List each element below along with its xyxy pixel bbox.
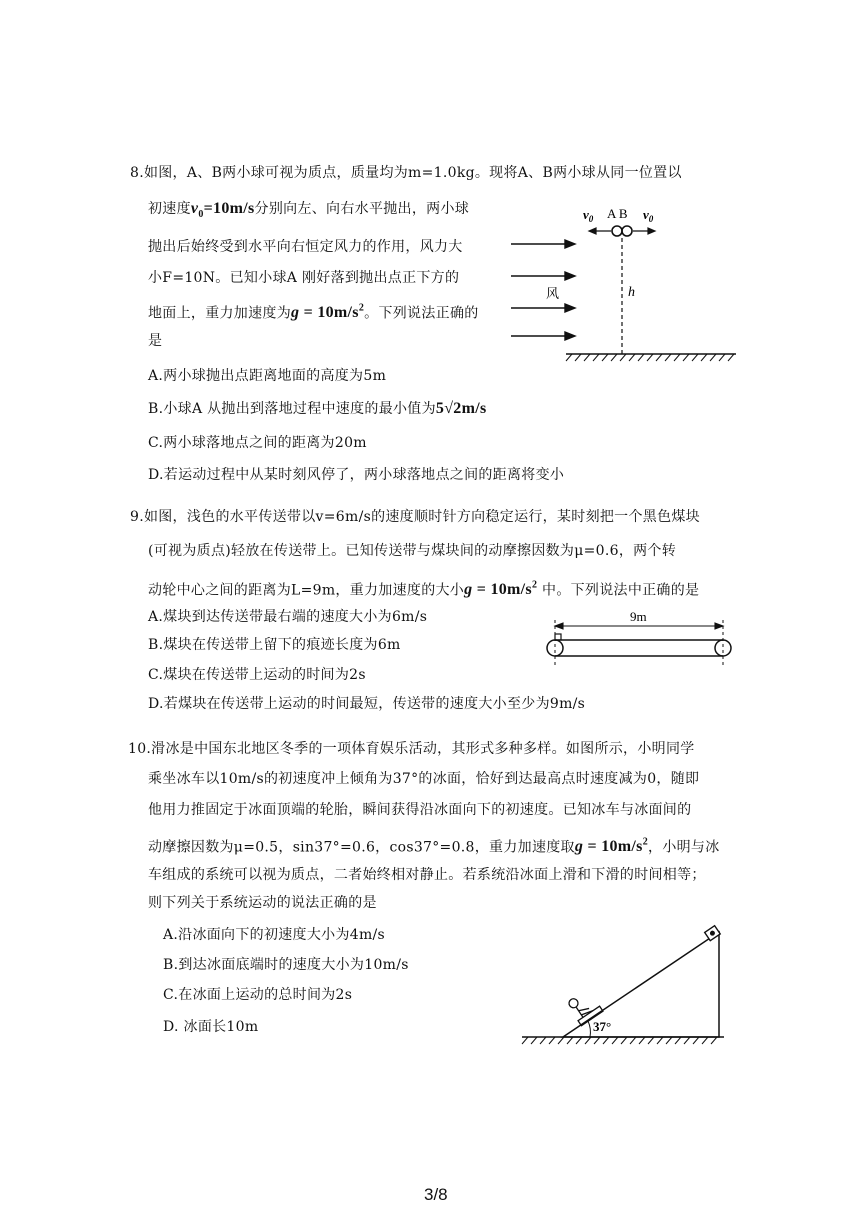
hatch-mark [585,1037,591,1044]
q10-angle-label: 37° [593,1019,612,1034]
q8-stem: 8.如图，A、B两小球可视为质点，质量均为m=1.0kg。现将A、B两小球从同一位置以 [130,165,682,181]
q8-line-6: 是 [148,333,163,349]
hatch-mark [558,1037,564,1044]
hatch-mark [648,1037,654,1044]
q8-line-4: 小F=10N。已知小球A 刚好落到抛出点正下方的 [148,270,460,286]
q8-l5a: 地面上，重力加速度为 [148,305,291,322]
q10-gravity-expr: $g = 10m/s^2$ [574,837,649,856]
q8-option-a: A.两小球抛出点距离地面的高度为5m [148,368,387,384]
q8-wind-label: 风 [546,286,560,301]
q8-option-b-value: 5√2m/s [435,400,487,417]
q10-ground-hatch [522,1037,717,1044]
q8-l2c: 分别向左、向右水平抛出，两小球 [254,201,470,217]
q10-angle-arc [588,1021,590,1037]
hatch-mark [630,1037,636,1044]
q9-option-b: B.煤块在传送带上留下的痕迹长度为6m [148,637,401,653]
q8-option-b-text: B.小球A 从抛出到落地过程中速度的最小值为 [148,401,436,417]
q9-l3c: 中。下列说法中正确的是 [537,582,700,599]
q8-fig-v0-left: $v_0$ [583,207,594,224]
q8-l5c: 。下列说法正确的 [364,305,479,322]
q9-length-label: 9m [630,609,647,624]
hatch-mark [639,1037,645,1044]
hatch-mark [702,1037,708,1044]
hatch-mark [540,1037,546,1044]
q8-height-label: h [628,285,635,300]
q8-v0-symbol: $v_0=10m/s$ [190,200,255,221]
q10-option-a: A.沿冰面向下的初速度大小为4m/s [163,927,386,943]
q10-tire-icon [705,926,721,941]
q10-line-3: 他用力推固定于冰面顶端的轮胎，瞬间获得沿冰面向下的初速度。已知冰车与冰面间的 [148,802,692,818]
hatch-mark [594,1037,600,1044]
q8-option-c: C.两小球落地点之间的距离为20m [148,435,367,451]
q10-l4a: 动摩擦因数为μ=0.5，sin37°=0.6，cos37°=0.8，重力加速度取 [148,839,575,856]
hatch-mark [612,1037,618,1044]
hatch-mark [711,1037,717,1044]
hatch-mark [666,1037,672,1044]
hatch-mark [549,1037,555,1044]
q8-l2a: 初速度 [148,201,191,217]
hatch-mark [522,1037,528,1044]
hatch-mark [693,1037,699,1044]
q10-stem: 10.滑冰是中国东北地区冬季的一项体育娱乐活动，其形式多种多样。如图所示，小明同学 [128,741,695,757]
q10-incline [563,932,719,1037]
hatch-mark [531,1037,537,1044]
q9-gravity-expr: $g = 10m/s^2$ [464,580,538,599]
q8-option-d: D.若运动过程中从某时刻风停了，两小球落地点之间的距离将变小 [148,467,565,483]
q9-option-d: D.若煤块在传送带上运动的时间最短，传送带的速度大小至少为9m/s [148,696,586,712]
q10-option-c: C.在冰面上运动的总时间为2s [163,987,353,1003]
q9-stem: 9.如图，浅色的水平传送带以v=6m/s的速度顺时针方向稳定运行，某时刻把一个黑色煤块 [130,509,700,525]
page-number: 3/8 [424,1185,448,1204]
hatch-mark [603,1037,609,1044]
q10-line-5: 车组成的系统可以视为质点，二者始终相对静止。若系统沿冰面上滑和下滑的时间相等； [148,867,706,883]
q9-l3a: 动轮中心之间的距离为L=9m，重力加速度的大小 [148,582,465,599]
q9-line-2: (可视为质点)轻放在传送带上。已知传送带与煤块间的动摩擦因数为μ=0.6，两个转 [148,543,677,559]
hatch-mark [657,1037,663,1044]
q8-fig-ab-label: A B [607,206,628,221]
hatch-mark [567,1037,573,1044]
q10-option-b: B.到达冰面底端时的速度大小为10m/s [163,957,409,973]
hatch-mark [684,1037,690,1044]
q10-line-2: 乘坐冰车以10m/s的初速度冲上倾角为37°的冰面，恰好到达最高点时速度减为0，随即 [148,771,700,787]
q8-gravity-expr: $g = 10m/s^2$ [291,303,365,322]
q8-line-3: 抛出后始终受到水平向右恒定风力的作用，风力大 [148,239,463,255]
q9-option-c: C.煤块在传送带上运动的时间为2s [148,667,366,683]
q10-line-6: 则下列关于系统运动的说法正确的是 [148,895,377,911]
hatch-mark [675,1037,681,1044]
q8-fig-v0-right: $v_0$ [643,207,654,224]
q10-l4c: ，小明与冰 [648,839,720,856]
hatch-mark [576,1037,582,1044]
hatch-mark [621,1037,627,1044]
q10-option-d: D. 冰面长10m [163,1019,259,1035]
q9-option-a: A.煤块到达传送带最右端的速度大小为6m/s [148,609,428,625]
